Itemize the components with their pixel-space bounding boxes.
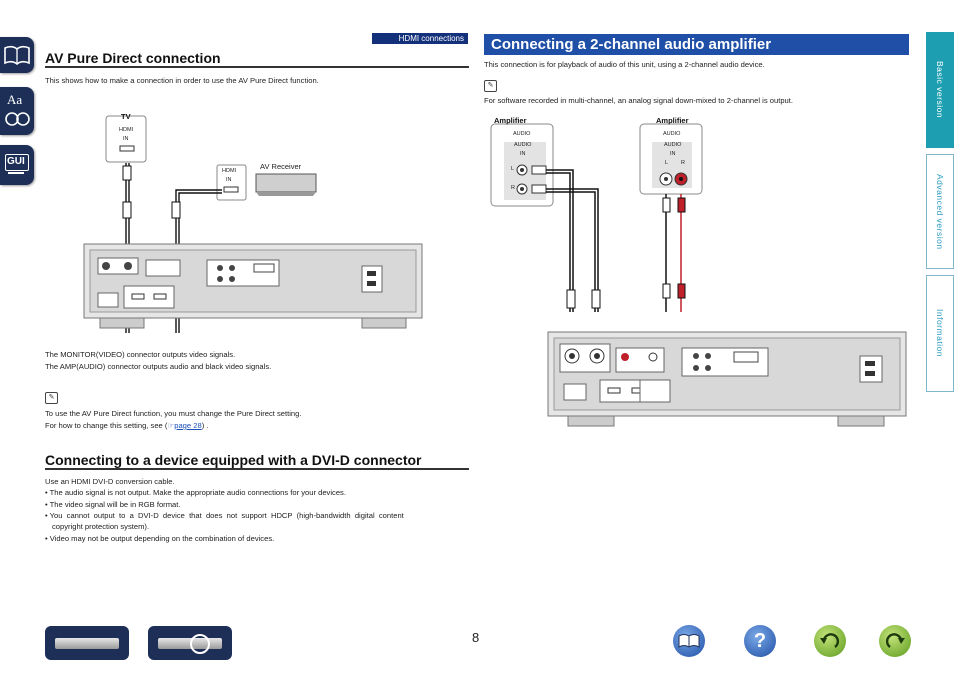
- amp1-in: IN: [520, 151, 526, 157]
- tab-basic-version[interactable]: [926, 32, 954, 148]
- page-28-link[interactable]: page 28: [174, 421, 202, 430]
- av-pure-intro: This shows how to make a connection in order to use the AV Pure Direct function.: [45, 76, 319, 85]
- av-pure-direct-diagram: [80, 108, 440, 333]
- heading-dvi-d: Connecting to a device equipped with a DVI-D connector: [45, 452, 469, 470]
- tip-see-prefix: For how to change this setting, see (: [45, 421, 168, 430]
- rear-panel-icon[interactable]: [148, 626, 232, 660]
- amp2-l: L: [665, 160, 669, 166]
- amp1-audio: AUDIO: [514, 142, 532, 148]
- gui-icon[interactable]: [0, 145, 34, 185]
- tv-hdmi-label: HDMI: [119, 127, 134, 133]
- amp-tip: For software recorded in multi-channel, an analog signal down-mixed to 2-channel is output.: [484, 96, 793, 105]
- front-panel-icon[interactable]: [45, 626, 129, 660]
- amp1-title: Amplifier: [494, 116, 527, 125]
- amp2-audio-top: AUDIO: [663, 131, 681, 137]
- amp-intro: This connection is for playback of audio of this unit, using a 2-channel audio device.: [484, 60, 765, 69]
- amp1-audio-top: AUDIO: [513, 131, 531, 137]
- forward-icon[interactable]: [879, 625, 911, 657]
- receiver-in-label: IN: [226, 177, 232, 183]
- receiver-hdmi-label: HDMI: [222, 168, 237, 174]
- tip-see-page: [45, 420, 208, 432]
- book-icon[interactable]: [673, 625, 705, 657]
- amp2-r: R: [681, 160, 685, 166]
- question-icon[interactable]: ?: [744, 625, 776, 657]
- tip-pure-direct: To use the AV Pure Direct function, you must change the Pure Direct setting.: [45, 409, 302, 418]
- amplifier-diagram: [488, 112, 908, 432]
- gui-icon-label: GUI: [7, 156, 25, 167]
- dvi-bullet: • The video signal will be in RGB format.: [45, 500, 181, 509]
- receiver-label: AV Receiver: [260, 162, 302, 171]
- contents-book-icon[interactable]: [0, 37, 34, 73]
- dvi-bullet: • The audio signal is not output. Make the appropriate audio connections for your devices.: [45, 488, 346, 497]
- index-icon[interactable]: [0, 87, 34, 135]
- heading-av-pure-direct: AV Pure Direct connection: [45, 50, 469, 68]
- dvi-bullet: • You cannot output to a DVI-D device that does not support HDCP (high-bandwidth digital content: [45, 511, 404, 520]
- tab-basic-version-label: Basic version: [935, 61, 945, 119]
- amp2-audio: AUDIO: [664, 142, 682, 148]
- tv-in-label: IN: [123, 136, 129, 142]
- tv-label: TV: [121, 112, 131, 121]
- dvi-intro: Use an HDMI DVI-D conversion cable.: [45, 477, 175, 486]
- dvi-bullet: • Video may not be output depending on the combination of devices.: [45, 534, 275, 543]
- tab-advanced-version[interactable]: [926, 154, 954, 269]
- tab-information-label: Information: [935, 309, 945, 358]
- index-icon-label: Aa: [7, 92, 23, 107]
- tab-advanced-version-label: Advanced version: [935, 173, 945, 250]
- amp1-r: R: [511, 185, 515, 191]
- tab-information[interactable]: [926, 275, 954, 392]
- amp1-l: L: [511, 166, 515, 172]
- page-number: 8: [472, 630, 480, 645]
- note-amp: The AMP(AUDIO) connector outputs audio and black video signals.: [45, 362, 272, 371]
- heading-2ch-amplifier: Connecting a 2-channel audio amplifier: [484, 34, 909, 55]
- amp2-title: Amplifier: [656, 116, 689, 125]
- tip-see-suffix: ) .: [201, 421, 209, 430]
- note-pencil-icon: ✎: [45, 392, 58, 404]
- note-pencil-icon: ✎: [484, 80, 497, 92]
- amp2-in: IN: [670, 151, 676, 157]
- section-tag: HDMI connections: [372, 33, 468, 44]
- note-monitor: The MONITOR(VIDEO) connector outputs video signals.: [45, 350, 236, 359]
- dvi-bullet-cont: copyright protection system).: [52, 522, 150, 531]
- back-icon[interactable]: [814, 625, 846, 657]
- page-ref-icon: ☞: [167, 421, 175, 430]
